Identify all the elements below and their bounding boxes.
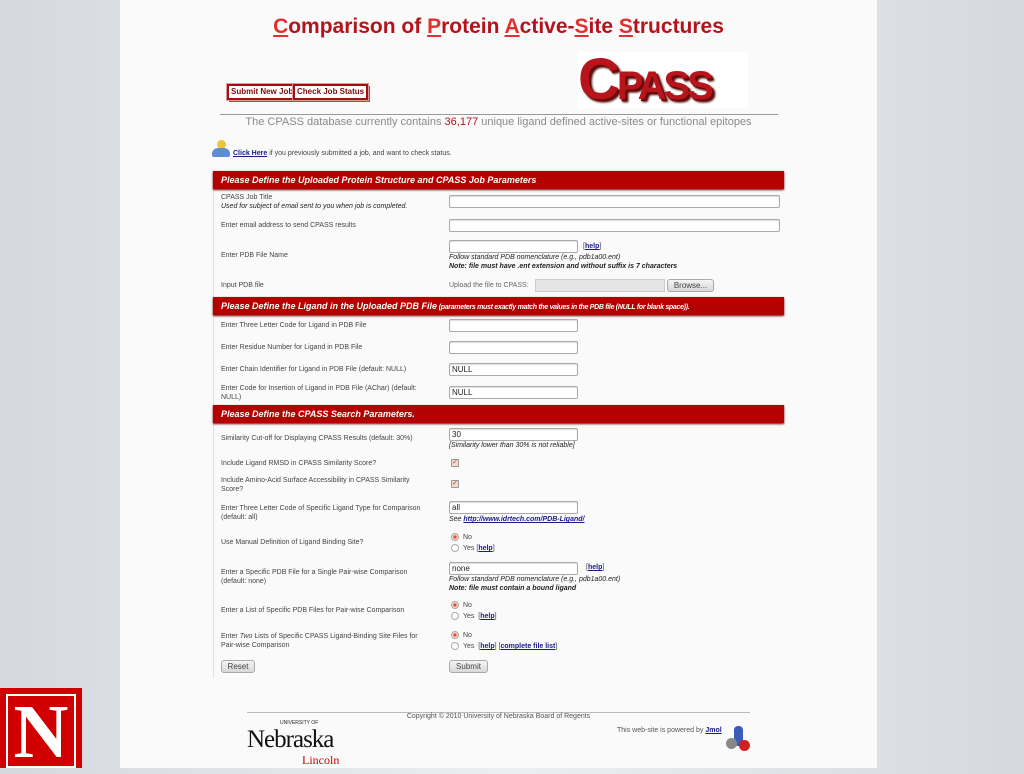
input-pdb-label: Input PDB file <box>221 282 264 289</box>
database-count-text: The CPASS database currently contains 36,177 unique ligand defined active-sites or functional epitopes <box>245 116 752 128</box>
status-hint: Click Here if you previously submitted a job, and want to check status. <box>233 150 452 157</box>
similarity-input[interactable]: 30 <box>449 428 578 441</box>
insertion-code-label: Enter Code for Insertion of Ligand in PDB File (AChar) (default: NULL) <box>221 385 417 401</box>
pdb-file-name-input[interactable] <box>449 240 578 253</box>
list-help-link[interactable]: help <box>480 613 495 620</box>
ligand-type-label: Enter Three Letter Code of Specific Ligand Type for Comparison (default: all) <box>221 505 421 521</box>
title-initial: A <box>504 15 520 38</box>
two-lists-no-label: No <box>463 632 472 639</box>
jmol-icon <box>726 726 750 753</box>
pair-file-input[interactable]: none <box>449 562 578 575</box>
chain-id-input[interactable]: NULL <box>449 363 578 376</box>
pair-warning: Note: file must contain a bound ligand <box>449 585 577 592</box>
section-header-job-params: Please Define the Uploaded Protein Structure and CPASS Job Parameters <box>213 171 784 189</box>
section-header-ligand: Please Define the Ligand in the Uploaded PDB File (parameters must exactly match the values in the PDB file (NULL for blank space)). <box>213 297 784 315</box>
submit-new-job-button[interactable]: Submit New Job <box>227 84 297 100</box>
title-text: tructures <box>632 15 724 38</box>
section-header-search: Please Define the CPASS Search Parameters. <box>213 405 784 423</box>
list-yes-radio[interactable] <box>451 612 459 620</box>
pair-file-label: Enter a Specific PDB File for a Single Pair-wise Comparison (default: none) <box>221 569 408 585</box>
job-title-input[interactable] <box>449 195 780 208</box>
rmsd-checkbox[interactable]: ✓ <box>452 459 458 466</box>
form-border <box>213 188 214 678</box>
pair-help: [help] <box>586 564 605 571</box>
pdb-name-warning: Note: file must have .ent extension and without suffix is 7 characters <box>449 263 678 270</box>
two-lists-label: Enter Two Lists of Specific CPASS Ligand-Binding Site Files for Pair-wise Comparison <box>221 633 418 649</box>
unl-university-of: UNIVERSITY OF <box>280 720 319 726</box>
list-no-radio[interactable] <box>451 601 459 609</box>
two-lists-help-link[interactable]: help <box>480 643 495 650</box>
submit-button[interactable]: Submit <box>449 660 488 673</box>
pdb-name-note: Follow standard PDB nomenclature (e.g., pdb1a00.ent) <box>449 254 621 261</box>
ligand-code-label: Enter Three Letter Code for Ligand in PDB File <box>221 322 367 329</box>
list-label: Enter a List of Specific PDB Files for Pair-wise Comparison <box>221 607 405 614</box>
pdb-name-help-link[interactable]: help <box>584 243 600 250</box>
divider <box>220 114 778 115</box>
click-here-link[interactable]: Click Here <box>233 150 268 157</box>
manual-site-label: Use Manual Definition of Ligand Binding Site? <box>221 539 364 546</box>
cpass-logo: CPASS <box>578 52 748 108</box>
page <box>120 0 877 768</box>
manual-yes-label: Yes [help] <box>463 545 495 552</box>
copyright: Copyright © 2010 University of Nebraska Board of Regents <box>406 713 591 720</box>
manual-no-label: No <box>463 534 472 541</box>
unl-n-logo <box>0 688 82 774</box>
title-initial: P <box>427 15 442 38</box>
similarity-label: Similarity Cut-off for Displaying CPASS Results (default: 30%) <box>221 435 413 442</box>
complete-file-list-link[interactable]: complete file list <box>500 643 556 650</box>
pdb-name-help: [help] <box>583 243 602 250</box>
residue-number-label: Enter Residue Number for Ligand in PDB File <box>221 344 363 351</box>
chain-id-label: Enter Chain Identifier for Ligand in PDB File (default: NULL) <box>221 366 407 373</box>
upload-label: Upload the file to CPASS: <box>449 282 529 289</box>
jmol-link[interactable]: Jmol <box>705 727 722 734</box>
ligand-count-link[interactable]: 36,177 <box>444 116 479 128</box>
title-text: ite <box>588 15 619 38</box>
similarity-note: [Similarity lower than 30% is not reliable] <box>449 442 575 449</box>
ligand-code-input[interactable] <box>449 319 578 332</box>
title-text: omparison of <box>288 15 428 38</box>
sasa-label: Include Amino-Acid Surface Accessibility in CPASS Similarity Score? <box>221 477 410 493</box>
manual-yes-radio[interactable] <box>451 544 459 552</box>
manual-help-link[interactable]: help <box>478 545 493 552</box>
n-letter: N <box>6 694 76 768</box>
powered-by: This web-site is powered by Jmol <box>617 727 722 734</box>
list-no-label: No <box>463 602 472 609</box>
reset-button[interactable]: Reset <box>221 660 255 673</box>
two-lists-yes-label: Yes [help] [complete file list] <box>463 643 558 650</box>
email-label: Enter email address to send CPASS results <box>221 222 356 229</box>
email-input[interactable] <box>449 219 780 232</box>
browse-button[interactable]: Browse... <box>667 279 714 292</box>
two-lists-no-radio[interactable] <box>451 631 459 639</box>
file-path-field[interactable] <box>535 279 665 292</box>
insertion-code-input[interactable]: NULL <box>449 386 578 399</box>
rmsd-label: Include Ligand RMSD in CPASS Similarity Score? <box>221 460 377 467</box>
pair-help-link[interactable]: help <box>587 564 603 571</box>
unl-lincoln: Lincoln <box>302 753 340 767</box>
title-initial: S <box>618 15 633 38</box>
two-lists-yes-radio[interactable] <box>451 642 459 650</box>
job-title-label: CPASS Job Title Used for subject of email sent to you when job is completed. <box>221 194 408 210</box>
title-initial: C <box>273 15 289 38</box>
ligand-link-note: See http://www.idrtech.com/PDB-Ligand/ <box>449 516 585 523</box>
list-yes-label: Yes [help] <box>463 613 497 620</box>
page-title <box>120 15 877 39</box>
sasa-checkbox[interactable]: ✓ <box>452 480 458 487</box>
pdb-file-name-label: Enter PDB File Name <box>221 252 288 259</box>
pair-note: Follow standard PDB nomenclature (e.g., pdb1a00.ent) <box>449 576 621 583</box>
title-text: ctive- <box>519 15 575 38</box>
residue-number-input[interactable] <box>449 341 578 354</box>
title-text: rotein <box>441 15 505 38</box>
check-job-status-button[interactable]: Check Job Status <box>293 84 368 100</box>
pdb-ligand-link[interactable]: http://www.idrtech.com/PDB-Ligand/ <box>463 516 585 523</box>
manual-no-radio[interactable] <box>451 533 459 541</box>
unl-logo <box>247 721 342 768</box>
title-initial: S <box>574 15 589 38</box>
ligand-type-input[interactable]: all <box>449 501 578 514</box>
user-help-icon <box>212 140 230 158</box>
unl-nebraska: Nebraska <box>247 726 334 753</box>
